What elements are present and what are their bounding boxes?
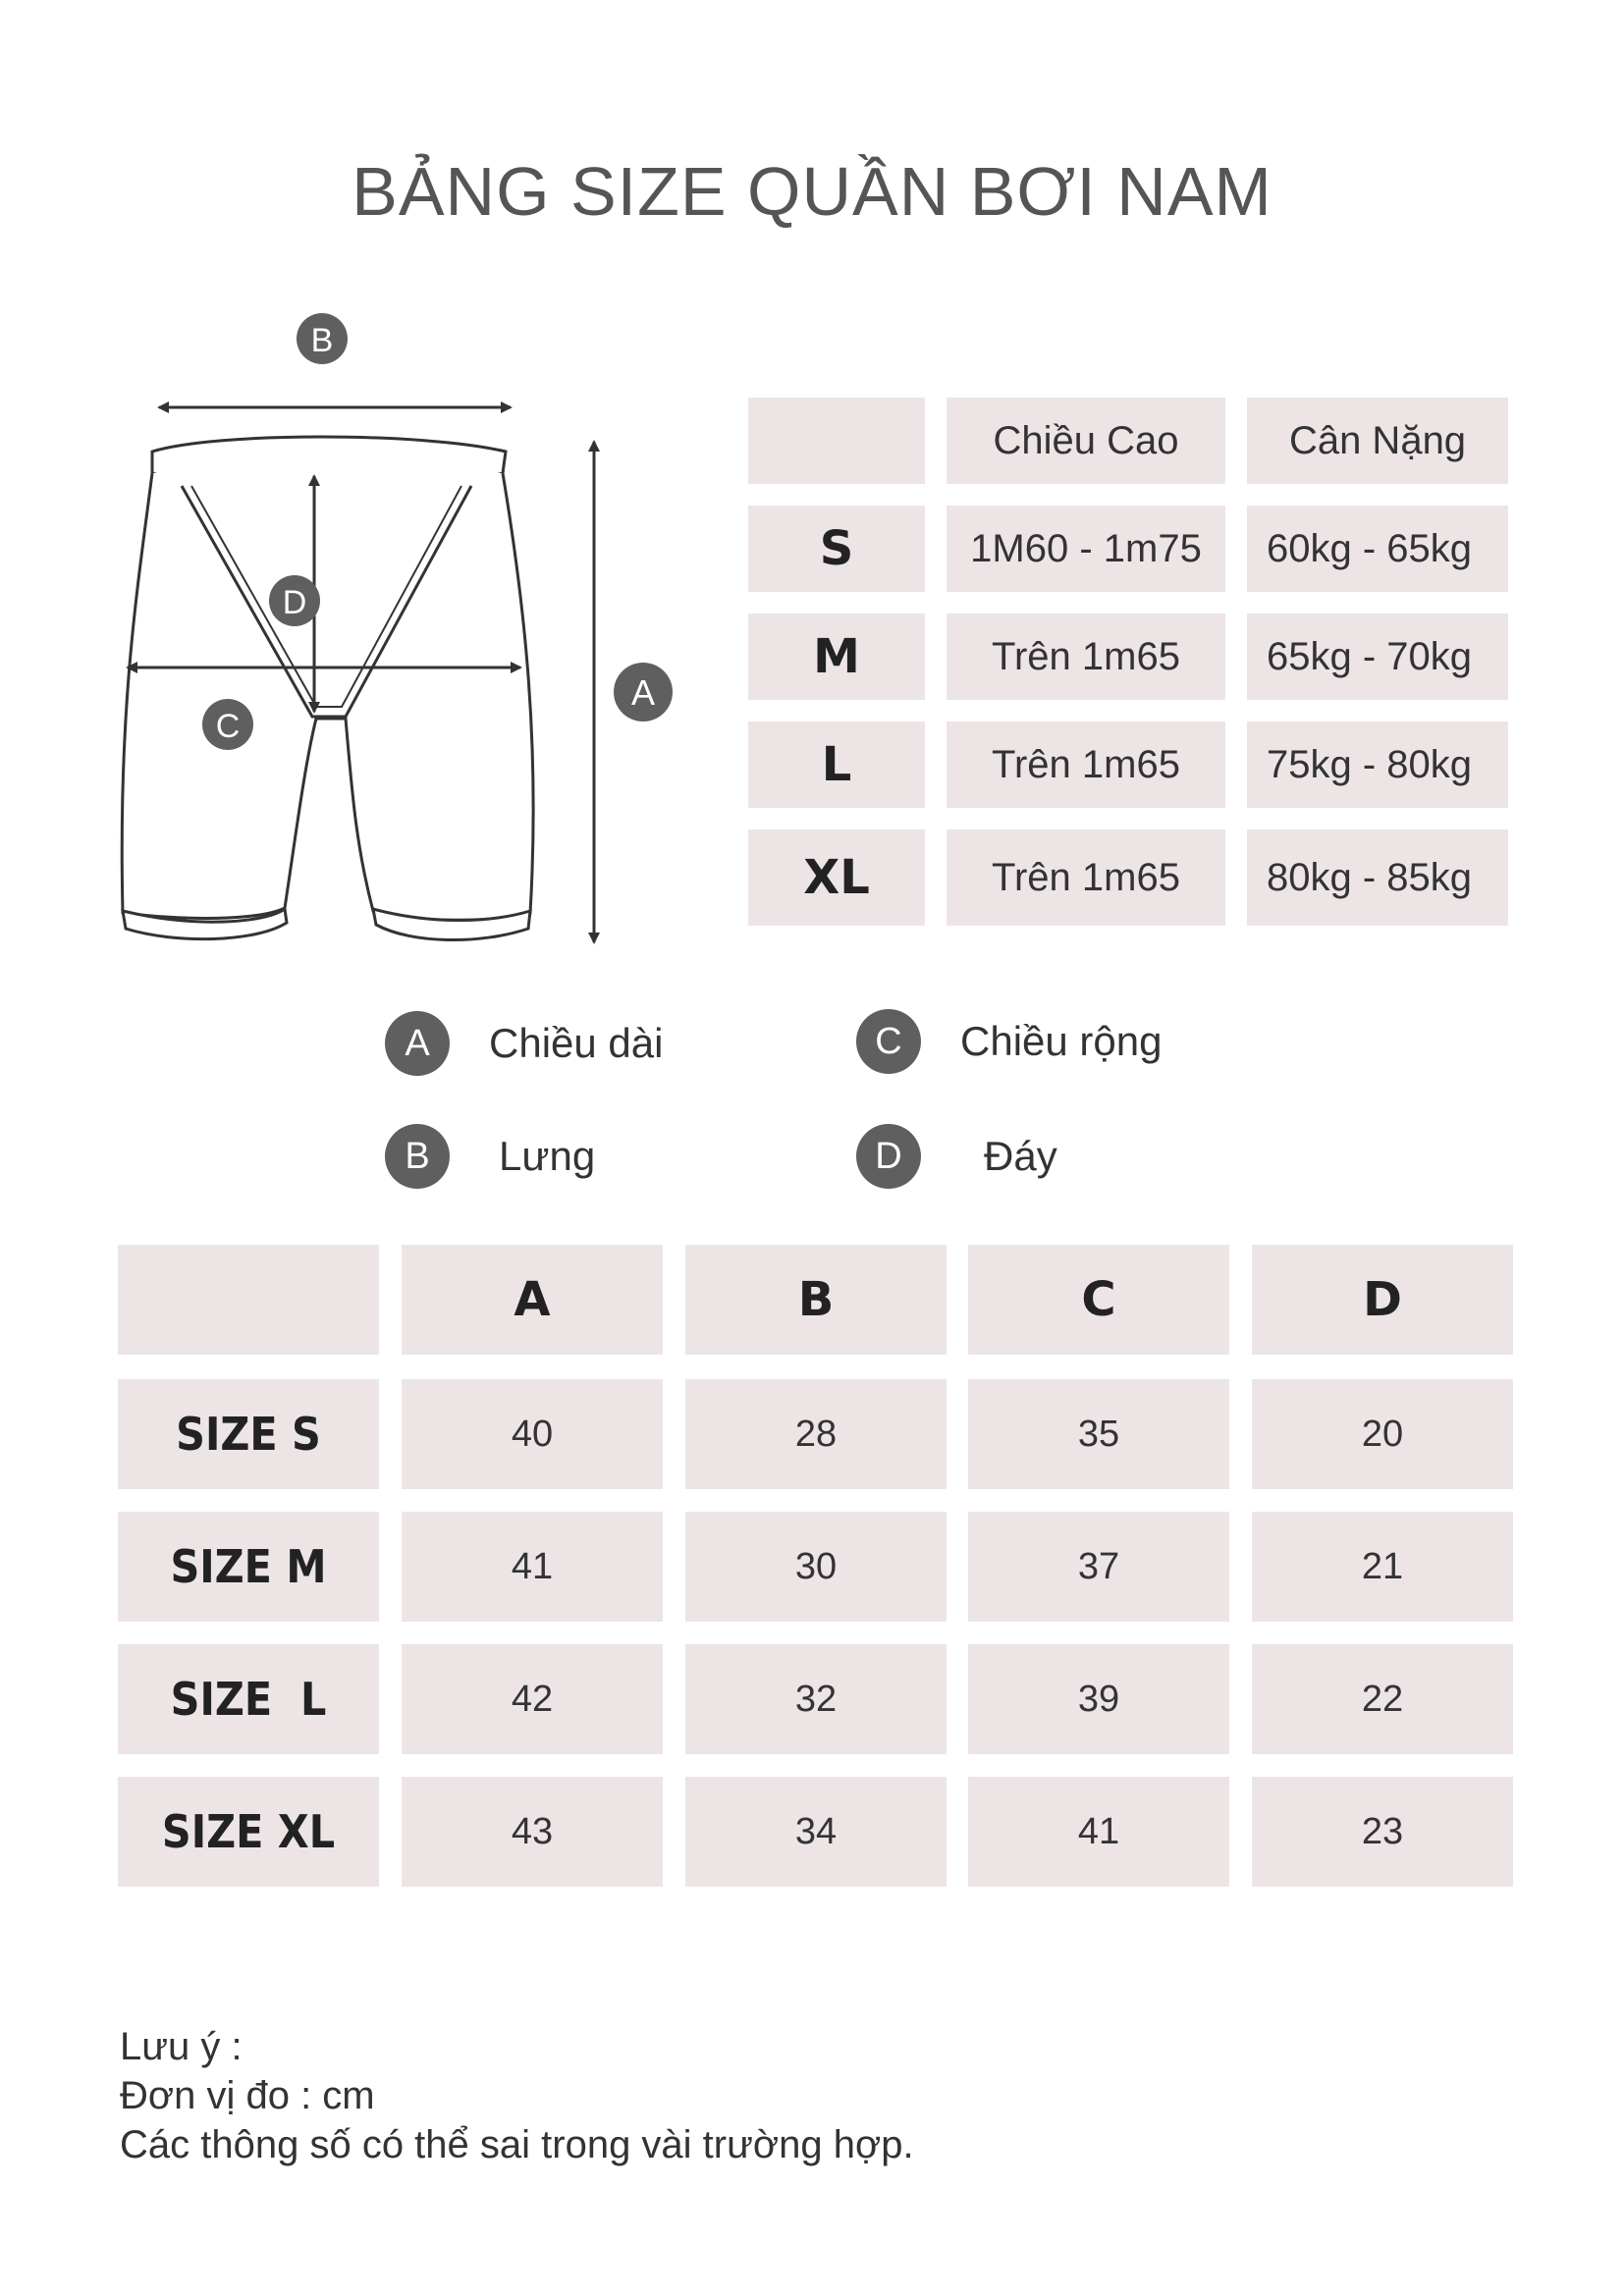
measure-table-value: 30 [685, 1512, 947, 1622]
size-table-weight: 65kg - 70kg [1247, 614, 1508, 700]
measure-table-size: SIZE M [118, 1512, 379, 1622]
size-table-height: Trên 1m65 [947, 829, 1225, 926]
page-title: BẢNG SIZE QUẦN BƠI NAM [352, 153, 1272, 230]
size-table-header-height: Chiều Cao [947, 398, 1225, 484]
legend-item-rise [856, 1124, 1057, 1189]
notes [120, 2022, 914, 2169]
measure-table-value: 41 [402, 1512, 663, 1622]
measure-table-header-b: B [685, 1245, 947, 1355]
size-table-size: XL [748, 829, 925, 926]
size-table-weight: 60kg - 65kg [1247, 506, 1508, 592]
size-table-size: M [748, 614, 925, 700]
svg-text:B: B [310, 322, 334, 359]
measure-table-value: 21 [1252, 1512, 1513, 1622]
legend-label: Chiều dài [489, 1020, 664, 1066]
note-heading: Lưu ý : [120, 2025, 243, 2068]
shorts-diagram [98, 294, 707, 982]
measure-table-value: 34 [685, 1777, 947, 1887]
legend-item-width [856, 1009, 1162, 1074]
measure-table-size: SIZE S [118, 1379, 379, 1489]
measure-table-value: 22 [1252, 1644, 1513, 1754]
note-unit: Đơn vị đo : cm [120, 2074, 375, 2117]
badge-d [269, 575, 320, 626]
measure-table-value: 20 [1252, 1379, 1513, 1489]
legend-label: Chiều rộng [960, 1018, 1163, 1064]
legend-label: Lưng [499, 1133, 596, 1179]
size-table-corner [748, 398, 925, 484]
badge-b [297, 313, 348, 364]
measure-table-value: 41 [968, 1777, 1229, 1887]
measure-table-value: 35 [968, 1379, 1229, 1489]
legend-item-waist [385, 1124, 595, 1189]
note-disclaimer: Các thông số có thể sai trong vài trường hợp. [120, 2123, 914, 2166]
legend-item-length [385, 1011, 663, 1076]
measure-table-value: 28 [685, 1379, 947, 1489]
measure-table-value: 32 [685, 1644, 947, 1754]
size-table-height: 1M60 - 1m75 [947, 506, 1225, 592]
measure-table-header-a: A [402, 1245, 663, 1355]
size-table-header-weight: Cân Nặng [1247, 398, 1508, 484]
measure-table-value: 23 [1252, 1777, 1513, 1887]
svg-text:D: D [282, 584, 307, 621]
measure-table-value: 39 [968, 1644, 1229, 1754]
shorts-illustration [98, 294, 707, 982]
size-table-size: L [748, 721, 925, 808]
badge-a [614, 663, 673, 721]
measure-table-value: 40 [402, 1379, 663, 1489]
measure-table-size: SIZE XL [118, 1777, 379, 1887]
badge-c [202, 699, 253, 750]
measure-table-size: SIZE L [118, 1644, 379, 1754]
size-table-weight: 75kg - 80kg [1247, 721, 1508, 808]
measure-table-value: 43 [402, 1777, 663, 1887]
size-table-weight: 80kg - 85kg [1247, 829, 1508, 926]
badge-d: D [856, 1124, 921, 1189]
size-table-size: S [748, 506, 925, 592]
svg-text:A: A [630, 672, 656, 713]
size-table-height: Trên 1m65 [947, 614, 1225, 700]
measure-table-header-d: D [1252, 1245, 1513, 1355]
badge-c: C [856, 1009, 921, 1074]
badge-a: A [385, 1011, 450, 1076]
legend-label: Đáy [984, 1133, 1057, 1179]
measure-table-value: 42 [402, 1644, 663, 1754]
svg-text:C: C [215, 708, 241, 745]
measure-table-corner [118, 1245, 379, 1355]
size-table-height: Trên 1m65 [947, 721, 1225, 808]
measure-table-header-c: C [968, 1245, 1229, 1355]
measure-table-value: 37 [968, 1512, 1229, 1622]
badge-b: B [385, 1124, 450, 1189]
